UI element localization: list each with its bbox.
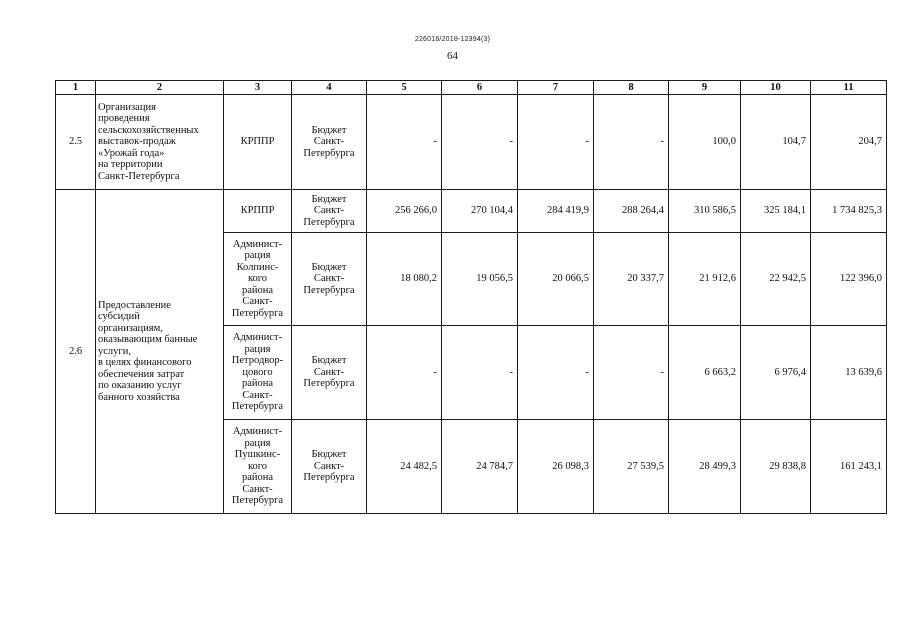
executor-cell: Админист- рация Колпинс- кого района Санкт- Петербурга bbox=[224, 233, 292, 326]
executor-cell: КРППР bbox=[224, 95, 292, 190]
budget-table bbox=[55, 80, 887, 514]
value-cell: 26 098,3 bbox=[518, 420, 594, 514]
total-cell: 13 639,6 bbox=[811, 326, 887, 420]
value-cell: 6 663,2 bbox=[669, 326, 741, 420]
value-cell: 310 586,5 bbox=[669, 190, 741, 233]
value-cell: 22 942,5 bbox=[741, 233, 811, 326]
value-cell: 325 184,1 bbox=[741, 190, 811, 233]
value-cell: 28 499,3 bbox=[669, 420, 741, 514]
value-cell: 20 337,7 bbox=[594, 233, 669, 326]
column-header: 10 bbox=[741, 81, 811, 95]
item-number: 2.6 bbox=[56, 190, 96, 514]
table-row-2-5 bbox=[56, 95, 887, 190]
column-header: 2 bbox=[96, 81, 224, 95]
value-cell: 18 080,2 bbox=[367, 233, 442, 326]
total-cell: 1 734 825,3 bbox=[811, 190, 887, 233]
value-cell: 288 264,4 bbox=[594, 190, 669, 233]
table-row-2-6-1 bbox=[56, 190, 887, 233]
value-cell: 19 056,5 bbox=[442, 233, 518, 326]
value-cell: 29 838,8 bbox=[741, 420, 811, 514]
column-header: 5 bbox=[367, 81, 442, 95]
page-number: 64 bbox=[447, 50, 458, 62]
funding-source-cell: Бюджет Санкт- Петербурга bbox=[292, 233, 367, 326]
value-cell: 24 482,5 bbox=[367, 420, 442, 514]
item-number: 2.5 bbox=[56, 95, 96, 190]
column-header: 4 bbox=[292, 81, 367, 95]
value-cell: - bbox=[594, 95, 669, 190]
value-cell: - bbox=[518, 326, 594, 420]
value-cell: 24 784,7 bbox=[442, 420, 518, 514]
column-header: 9 bbox=[669, 81, 741, 95]
column-header: 8 bbox=[594, 81, 669, 95]
value-cell: - bbox=[442, 326, 518, 420]
column-number-row bbox=[56, 81, 887, 95]
value-cell: - bbox=[518, 95, 594, 190]
value-cell: - bbox=[442, 95, 518, 190]
column-header: 3 bbox=[224, 81, 292, 95]
value-cell: 100,0 bbox=[669, 95, 741, 190]
executor-cell: Админист- рация Пушкинс- кого района Санкт- Петербурга bbox=[224, 420, 292, 514]
value-cell: 21 912,6 bbox=[669, 233, 741, 326]
item-name: Предоставление субсидий организациям, оказывающим банные услуги, в целях финансового обеспечения затрат по оказанию услуг банного хозяйства bbox=[96, 190, 224, 514]
value-cell: - bbox=[367, 95, 442, 190]
total-cell: 122 396,0 bbox=[811, 233, 887, 326]
column-header: 1 bbox=[56, 81, 96, 95]
value-cell: - bbox=[367, 326, 442, 420]
column-header: 7 bbox=[518, 81, 594, 95]
funding-source-cell: Бюджет Санкт- Петербурга bbox=[292, 190, 367, 233]
value-cell: - bbox=[594, 326, 669, 420]
executor-cell: Админист- рация Петродвор- цового района Санкт- Петербурга bbox=[224, 326, 292, 420]
total-cell: 204,7 bbox=[811, 95, 887, 190]
value-cell: 284 419,9 bbox=[518, 190, 594, 233]
column-header: 11 bbox=[811, 81, 887, 95]
executor-cell: КРППР bbox=[224, 190, 292, 233]
funding-source-cell: Бюджет Санкт- Петербурга bbox=[292, 95, 367, 190]
value-cell: 256 266,0 bbox=[367, 190, 442, 233]
value-cell: 27 539,5 bbox=[594, 420, 669, 514]
item-name: Организация проведения сельскохозяйственных выставок-продаж «Урожай года» на территории Санкт-Петербурга bbox=[96, 95, 224, 190]
registration-number: 226016/2018-12394(3) bbox=[414, 36, 491, 43]
value-cell: 6 976,4 bbox=[741, 326, 811, 420]
funding-source-cell: Бюджет Санкт- Петербурга bbox=[292, 420, 367, 514]
funding-source-cell: Бюджет Санкт- Петербурга bbox=[292, 326, 367, 420]
total-cell: 161 243,1 bbox=[811, 420, 887, 514]
value-cell: 104,7 bbox=[741, 95, 811, 190]
column-header: 6 bbox=[442, 81, 518, 95]
value-cell: 20 066,5 bbox=[518, 233, 594, 326]
value-cell: 270 104,4 bbox=[442, 190, 518, 233]
